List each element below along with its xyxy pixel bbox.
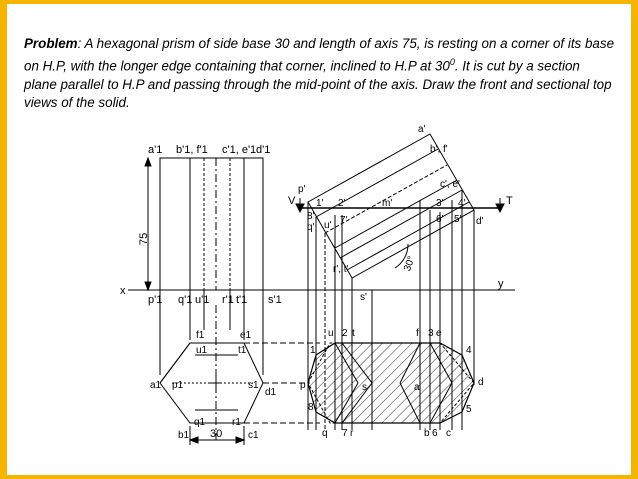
dim-30-label: 30 (210, 428, 223, 440)
y-label: y (498, 278, 504, 290)
label-d1-prime: d'1 (256, 144, 271, 156)
label-bf-prime: b', f' (430, 144, 448, 155)
label-a1-prime: a'1 (148, 144, 163, 156)
label-q: q (322, 428, 328, 439)
slide-frame-left (0, 0, 7, 479)
label-2: 2 (342, 328, 348, 339)
label-4-prime: 4' (458, 198, 466, 209)
label-6: 6 (432, 428, 438, 439)
label-a1: a1 (150, 380, 162, 391)
angle-label: 30° (402, 254, 418, 273)
x-label: x (120, 285, 126, 297)
inclined-view-labels (298, 124, 484, 303)
front-view-labels (148, 144, 282, 306)
label-b1f1-prime: b'1, f'1 (176, 144, 208, 156)
label-8-prime: 8' (307, 211, 315, 222)
label-p1-prime: p'1 (148, 294, 163, 306)
label-f1: f1 (196, 330, 205, 341)
label-b: b (424, 428, 430, 439)
label-2-prime: 2' (338, 198, 346, 209)
label-1: 1 (310, 345, 316, 356)
label-q-prime: q' (307, 222, 315, 233)
label-8: 8 (308, 402, 314, 413)
label-f: f (416, 328, 419, 339)
label-t: T (506, 195, 513, 207)
label-b1: b1 (178, 430, 190, 441)
label-3-prime: 3' (436, 198, 444, 209)
label-r1-prime: r'1 (222, 294, 234, 306)
label-d1: d1 (265, 387, 277, 398)
top-view-labels (150, 330, 277, 441)
label-s: s (362, 382, 367, 393)
label-rt-prime: r', t' (333, 264, 349, 275)
label-u1: u1 (196, 345, 208, 356)
label-q1-prime: q'1 (178, 294, 193, 306)
problem-text-end: . It is cut by a section plane parallel to H.P and passing through the mid-point of the axis. Draw the front and sectional top views of the solid. (24, 58, 612, 111)
slide-frame-bottom (0, 475, 638, 479)
label-5-prime: 5' (454, 214, 462, 225)
label-p-prime: p' (298, 184, 306, 195)
problem-text: : A hexagonal prism of side base 30 and length of axis 75, is resting on a corner of its base on H.P, with the longer edge containing that corner, inclined to H.P at 30 (24, 36, 615, 74)
problem-statement (24, 35, 614, 113)
label-d-prime: d' (476, 216, 484, 227)
dim-75-label: 75 (138, 232, 150, 245)
label-r: r (350, 428, 354, 439)
label-t1-prime: t'1 (236, 294, 248, 306)
label-5: 5 (466, 404, 472, 415)
problem-label: Problem (24, 36, 78, 51)
label-3: 3 (428, 328, 434, 339)
label-q1: q1 (194, 417, 206, 428)
label-s1: s1 (248, 380, 259, 391)
label-7: 7 (342, 428, 348, 439)
label-4: 4 (466, 345, 472, 356)
label-e1: e1 (240, 330, 252, 341)
label-t-section: t (352, 328, 355, 339)
label-ce-prime: c', e' (440, 179, 460, 190)
label-a: a (414, 382, 420, 393)
label-r1: r1 (232, 417, 241, 428)
slide-frame-right (631, 0, 638, 479)
label-c: c (446, 428, 451, 439)
label-e: e (436, 328, 442, 339)
label-p1: p1 (172, 380, 184, 391)
label-d: d (478, 377, 484, 388)
slide-frame-top (0, 0, 638, 4)
label-m-prime: m' (382, 198, 393, 209)
sectional-top-view (308, 343, 474, 423)
label-v: V (288, 195, 296, 207)
label-u1-prime: u'1 (195, 294, 210, 306)
front-view (160, 158, 263, 440)
label-t1: t1 (238, 345, 247, 356)
label-s-prime: s' (360, 292, 367, 303)
dimension-75 (138, 158, 151, 290)
degree-superscript: 0 (449, 57, 455, 68)
label-s1-prime: s'1 (268, 294, 282, 306)
label-u-prime: u' (324, 220, 332, 231)
label-u: u (328, 328, 334, 339)
dimension-30 (190, 426, 244, 445)
label-c1: c1 (248, 430, 259, 441)
label-c1e1-prime: c'1, e'1 (222, 144, 257, 156)
label-7-prime: 7' (340, 215, 348, 226)
label-6-prime: 6' (436, 214, 444, 225)
label-1-prime: 1' (316, 198, 324, 209)
label-p: p (300, 380, 306, 391)
engineering-drawing (110, 124, 530, 460)
label-a-prime: a' (418, 124, 426, 135)
